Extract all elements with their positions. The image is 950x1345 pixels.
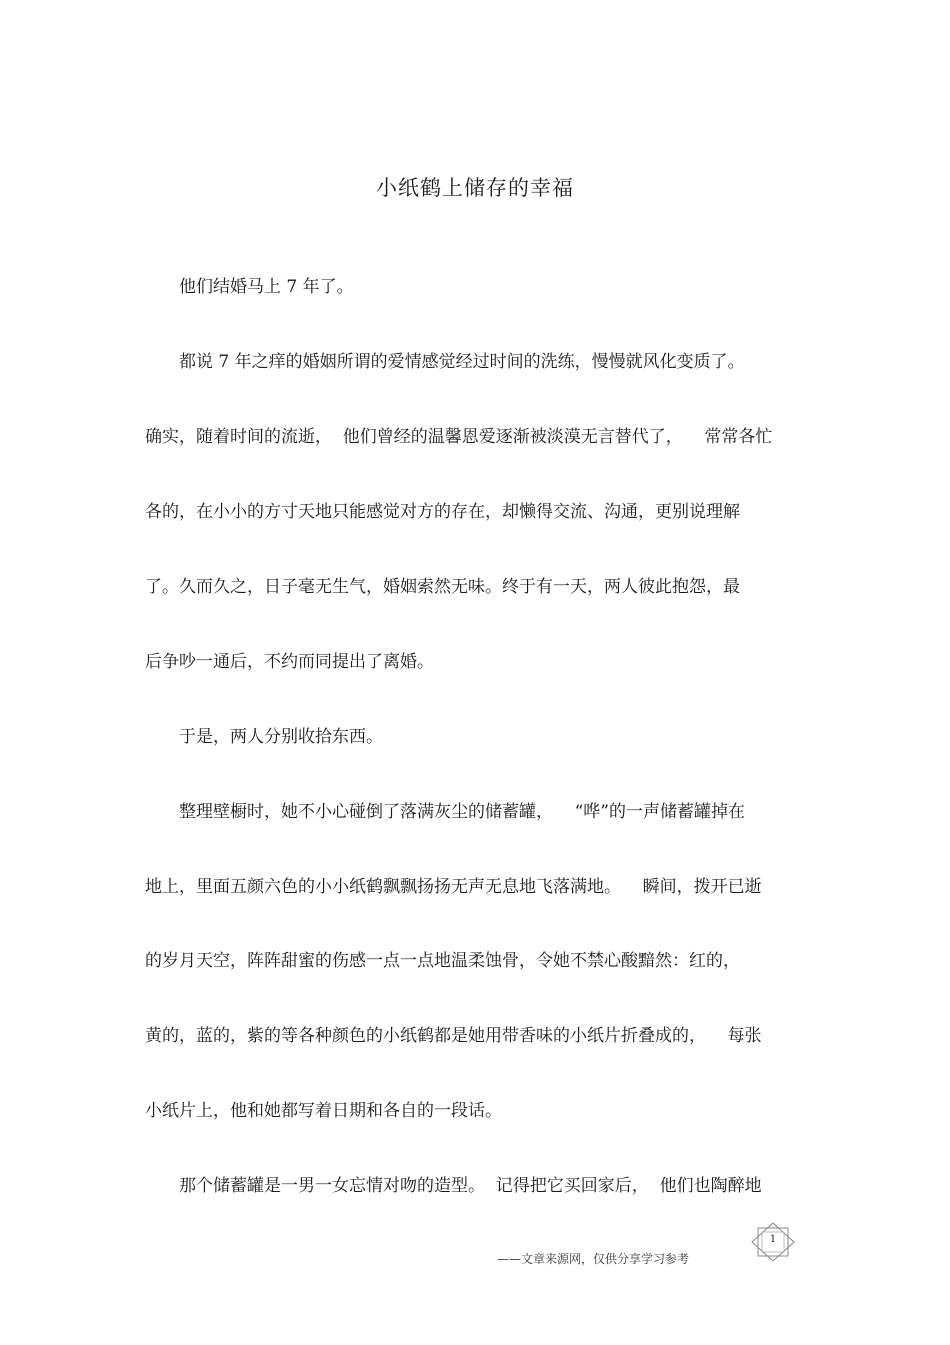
text-line: 各的，在小小的方寸天地只能感觉对方的存在，却懒得交流、沟通，更别说理解: [145, 502, 740, 522]
text-line: 整理壁橱时，她不小心碰倒了落满灰尘的储蓄罐， “哗”的一声储蓄罐掉在: [145, 802, 745, 822]
text-line: 后争吵一通后，不约而同提出了离婚。: [145, 652, 434, 672]
text-line: 于是，两人分别收拾东西。: [145, 727, 383, 747]
text-line: 确实，随着时间的流逝， 他们曾经的温馨恩爱逐渐被淡漠无言替代了， 常常各忙: [145, 427, 773, 447]
text-line: 黄的，蓝的，紫的等各种颜色的小纸鹤都是她用带香味的小纸片折叠成的， 每张: [145, 1026, 762, 1046]
footer-note: ——文章来源网，仅供分享学习参考: [497, 1252, 690, 1266]
text-line: 都说 7 年之痒的婚姻所谓的爱情感觉经过时间的洗练，慢慢就风化变质了。: [145, 352, 745, 372]
page-number: 1: [769, 1234, 777, 1245]
text-line: 地上，里面五颜六色的小小纸鹤飘飘扬扬无声无息地飞落满地。 瞬间，拨开已逝: [145, 877, 762, 897]
text-line: 小纸片上，他和她都写着日期和各自的一段话。: [145, 1101, 502, 1121]
text-line: 的岁月天空，阵阵甜蜜的伤感一点一点地温柔蚀骨，令她不禁心酸黯然：红的，: [145, 951, 740, 971]
document-title: 小纸鹤上储存的幸福: [376, 176, 574, 200]
text-line: 了。久而久之，日子毫无生气，婚姻索然无味。终于有一天，两人彼此抱怨，最: [145, 577, 740, 597]
text-line: 他们结婚马上 7 年了。: [145, 277, 354, 297]
text-line: 那个储蓄罐是一男一女忘情对吻的造型。 记得把它买回家后， 他们也陶醉地: [145, 1176, 762, 1196]
